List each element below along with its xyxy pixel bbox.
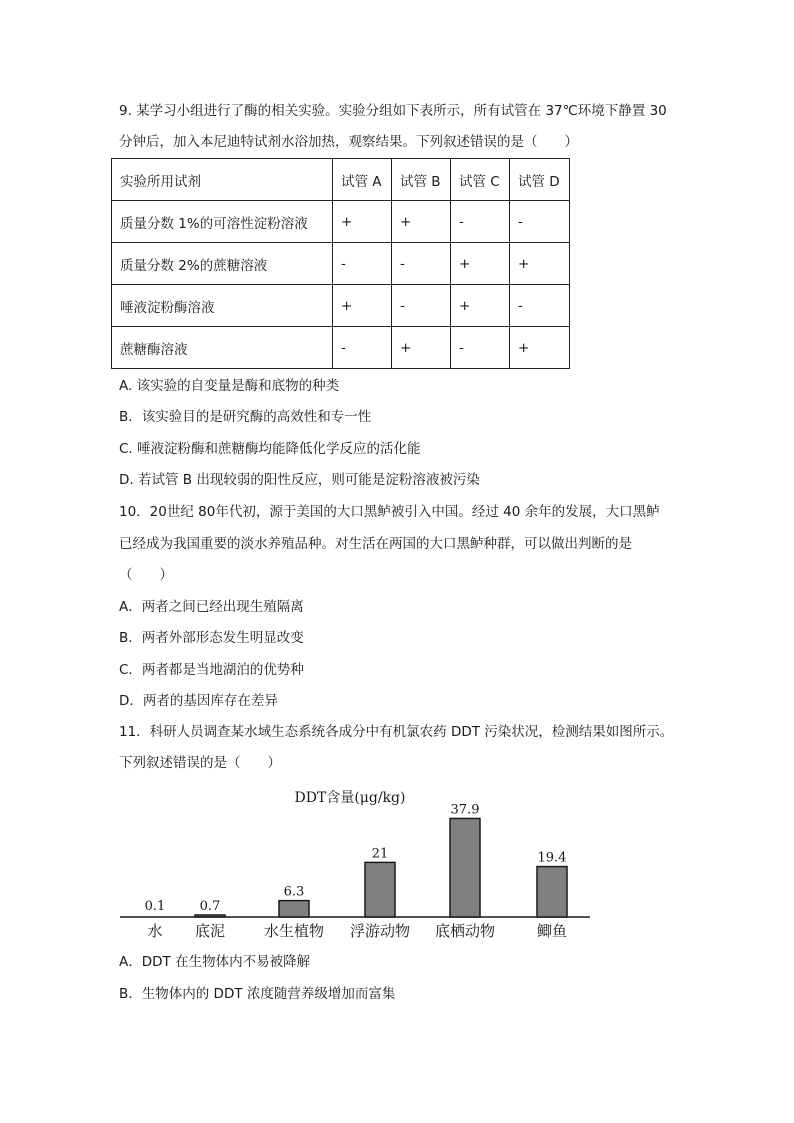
category-label: 底泥 bbox=[194, 922, 226, 940]
table-row bbox=[112, 327, 570, 369]
bar bbox=[365, 862, 395, 917]
table-cell: - bbox=[451, 327, 510, 369]
table-cell: + bbox=[333, 201, 392, 243]
table-cell: - bbox=[333, 327, 392, 369]
category-label: 底栖动物 bbox=[434, 922, 496, 940]
q10-stem-line1: 10．20世纪 80年代初，源于美国的大口黑鲈被引入中国。经过 40 余年的发展，大口黑鲈 bbox=[119, 504, 660, 520]
data-label: 0.7 bbox=[199, 899, 221, 914]
table-row bbox=[112, 201, 570, 243]
bar bbox=[279, 901, 309, 917]
table-cell: + bbox=[510, 327, 570, 369]
table-row bbox=[112, 243, 570, 285]
data-label: 19.4 bbox=[537, 850, 567, 866]
q11-option-b: B．生物体内的 DDT 浓度随营养级增加而富集 bbox=[119, 986, 396, 1002]
table-cell: - bbox=[392, 285, 451, 327]
data-label: 21 bbox=[371, 846, 389, 862]
ddt-bar-chart bbox=[110, 780, 600, 945]
category-label: 鲫鱼 bbox=[536, 922, 568, 940]
table-cell: 蔗糖酶溶液 bbox=[112, 327, 333, 369]
table-cell: + bbox=[392, 327, 451, 369]
table-header: 实验所用试剂 bbox=[112, 159, 333, 201]
q10-option-b: B．两者外部形态发生明显改变 bbox=[119, 630, 304, 646]
table-header: 试管 C bbox=[451, 159, 510, 201]
q9-stem-line1: 9. 某学习小组进行了酶的相关实验。实验分组如下表所示，所有试管在 37℃环境下静置 30 bbox=[119, 103, 667, 119]
table-row bbox=[112, 285, 570, 327]
chart-title: DDT含量(μg/kg) bbox=[294, 790, 406, 806]
table-header: 试管 B bbox=[392, 159, 451, 201]
q9-option-b: B．该实验目的是研究酶的高效性和专一性 bbox=[119, 409, 372, 425]
data-label: 0.1 bbox=[144, 899, 166, 914]
category-label: 水 bbox=[147, 922, 163, 940]
category-label: 水生植物 bbox=[263, 922, 325, 940]
table-cell: 质量分数 2%的蔗糖溶液 bbox=[112, 243, 333, 285]
experiment-table bbox=[111, 158, 570, 369]
q9-option-d: D. 若试管 B 出现较弱的阳性反应，则可能是淀粉溶液被污染 bbox=[119, 472, 480, 488]
table-cell: + bbox=[451, 243, 510, 285]
table-cell: 唾液淀粉酶溶液 bbox=[112, 285, 333, 327]
data-label: 37.9 bbox=[450, 802, 480, 818]
q10-option-d: D．两者的基因库存在差异 bbox=[119, 693, 278, 709]
category-label: 浮游动物 bbox=[349, 922, 411, 940]
data-label: 6.3 bbox=[283, 884, 305, 900]
table-header: 试管 A bbox=[333, 159, 392, 201]
q11-stem-line2: 下列叙述错误的是（ ） bbox=[119, 755, 281, 771]
table-cell: - bbox=[333, 243, 392, 285]
q10-stem-line2: 已经成为我国重要的淡水养殖品种。对生活在两国的大口黑鲈种群，可以做出判断的是 bbox=[119, 536, 632, 552]
table-cell: + bbox=[451, 285, 510, 327]
q9-option-a: A. 该实验的自变量是酶和底物的种类 bbox=[119, 378, 340, 394]
table-cell: - bbox=[451, 201, 510, 243]
q10-stem-line3: （ ） bbox=[119, 567, 173, 583]
bar bbox=[537, 867, 567, 917]
table-cell: + bbox=[392, 201, 451, 243]
q9-option-c: C. 唾液淀粉酶和蔗糖酶均能降低化学反应的活化能 bbox=[119, 441, 421, 457]
q11-option-a: A．DDT 在生物体内不易被降解 bbox=[119, 954, 311, 970]
q9-stem-line2: 分钟后，加入本尼迪特试剂水浴加热，观察结果。下列叙述错误的是（ ） bbox=[119, 134, 578, 150]
table-cell: 质量分数 1%的可溶性淀粉溶液 bbox=[112, 201, 333, 243]
q11-stem-line1: 11．科研人员调查某水域生态系统各成分中有机氯农药 DDT 污染状况，检测结果如图所示。 bbox=[119, 724, 674, 740]
table-header: 试管 D bbox=[510, 159, 570, 201]
table-cell: - bbox=[510, 285, 570, 327]
q10-option-a: A．两者之间已经出现生殖隔离 bbox=[119, 599, 304, 615]
bar bbox=[195, 915, 225, 917]
table-cell: + bbox=[510, 243, 570, 285]
q10-option-c: C．两者都是当地湖泊的优势种 bbox=[119, 662, 304, 678]
table-cell: + bbox=[333, 285, 392, 327]
bar bbox=[450, 818, 480, 917]
table-cell: - bbox=[510, 201, 570, 243]
table-header-row bbox=[112, 159, 570, 201]
table-cell: - bbox=[392, 243, 451, 285]
